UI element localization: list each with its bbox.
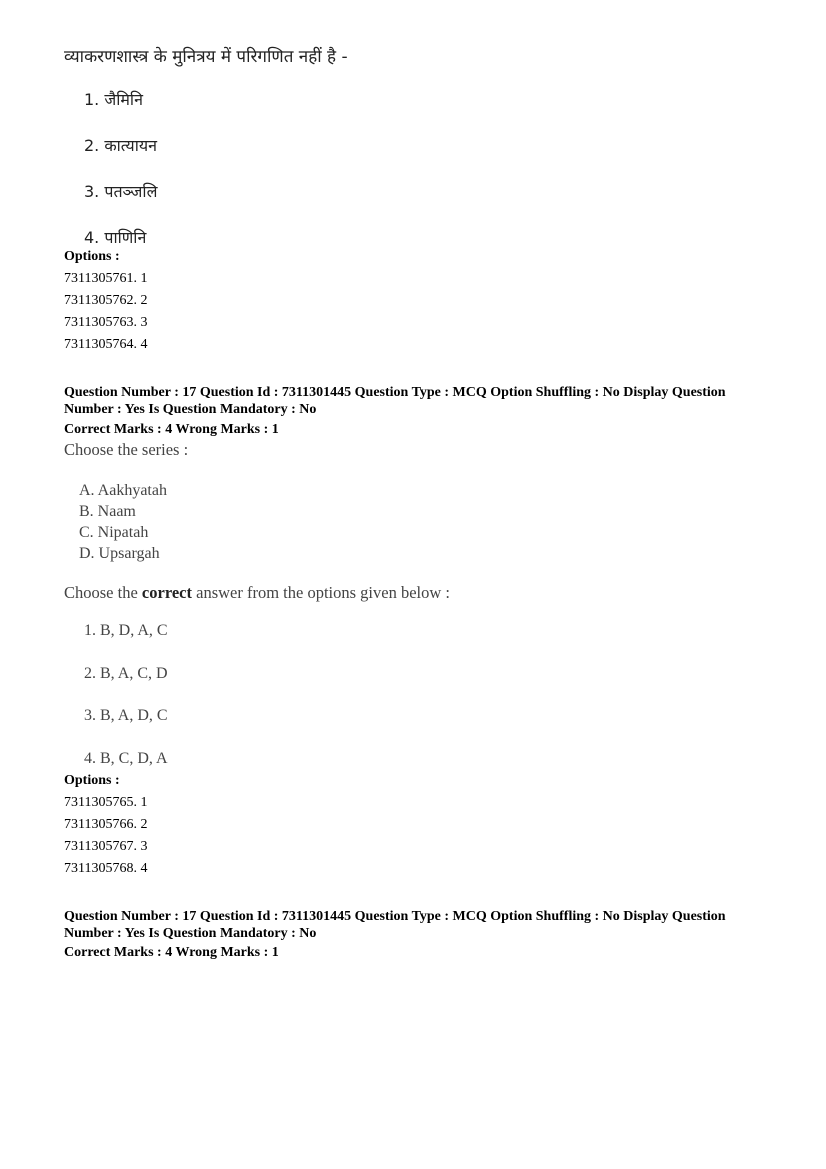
series-item: D. Upsargah xyxy=(79,545,160,562)
option-id: 7311305762. 2 xyxy=(64,293,148,308)
question-meta: Question Number : 17 Question Id : 7311301445 Question Type : MCQ Option Shuffling : No Display Question Number : Yes Is Question Mandatory : No xyxy=(64,909,726,941)
answer-choice: 3. B, A, D, C xyxy=(84,707,168,724)
option-id: 7311305765. 1 xyxy=(64,795,148,810)
answer-choice: 1. जैमिनि xyxy=(84,90,143,109)
series-item: B. Naam xyxy=(79,503,136,520)
answer-choice: 1. B, D, A, C xyxy=(84,622,168,639)
question-marks: Correct Marks : 4 Wrong Marks : 1 xyxy=(64,422,279,437)
option-id: 7311305764. 4 xyxy=(64,337,148,352)
answer-choice: 4. B, C, D, A xyxy=(84,750,168,767)
option-id: 7311305761. 1 xyxy=(64,271,148,286)
option-id: 7311305766. 2 xyxy=(64,817,148,832)
question-text: व्याकरणशास्त्र के मुनित्रय में परिगणित नहीं है - xyxy=(64,47,348,67)
options-label: Options : xyxy=(64,773,120,788)
series-item: A. Aakhyatah xyxy=(79,482,167,499)
answer-choice: 2. B, A, C, D xyxy=(84,665,168,682)
question-instruction: Choose the correct answer from the options given below : xyxy=(64,583,450,602)
options-label: Options : xyxy=(64,249,120,264)
question-prompt: Choose the series : xyxy=(64,440,189,459)
series-item: C. Nipatah xyxy=(79,524,149,541)
question-meta: Question Number : 17 Question Id : 7311301445 Question Type : MCQ Option Shuffling : No Display Question Number : Yes Is Question Mandatory : No xyxy=(64,385,726,417)
question-marks: Correct Marks : 4 Wrong Marks : 1 xyxy=(64,945,279,960)
option-id: 7311305768. 4 xyxy=(64,861,148,876)
answer-choice: 4. पाणिनि xyxy=(84,228,147,247)
answer-choice: 2. कात्यायन xyxy=(84,136,158,155)
answer-choice: 3. पतञ्जलि xyxy=(84,182,158,201)
option-id: 7311305767. 3 xyxy=(64,839,148,854)
option-id: 7311305763. 3 xyxy=(64,315,148,330)
